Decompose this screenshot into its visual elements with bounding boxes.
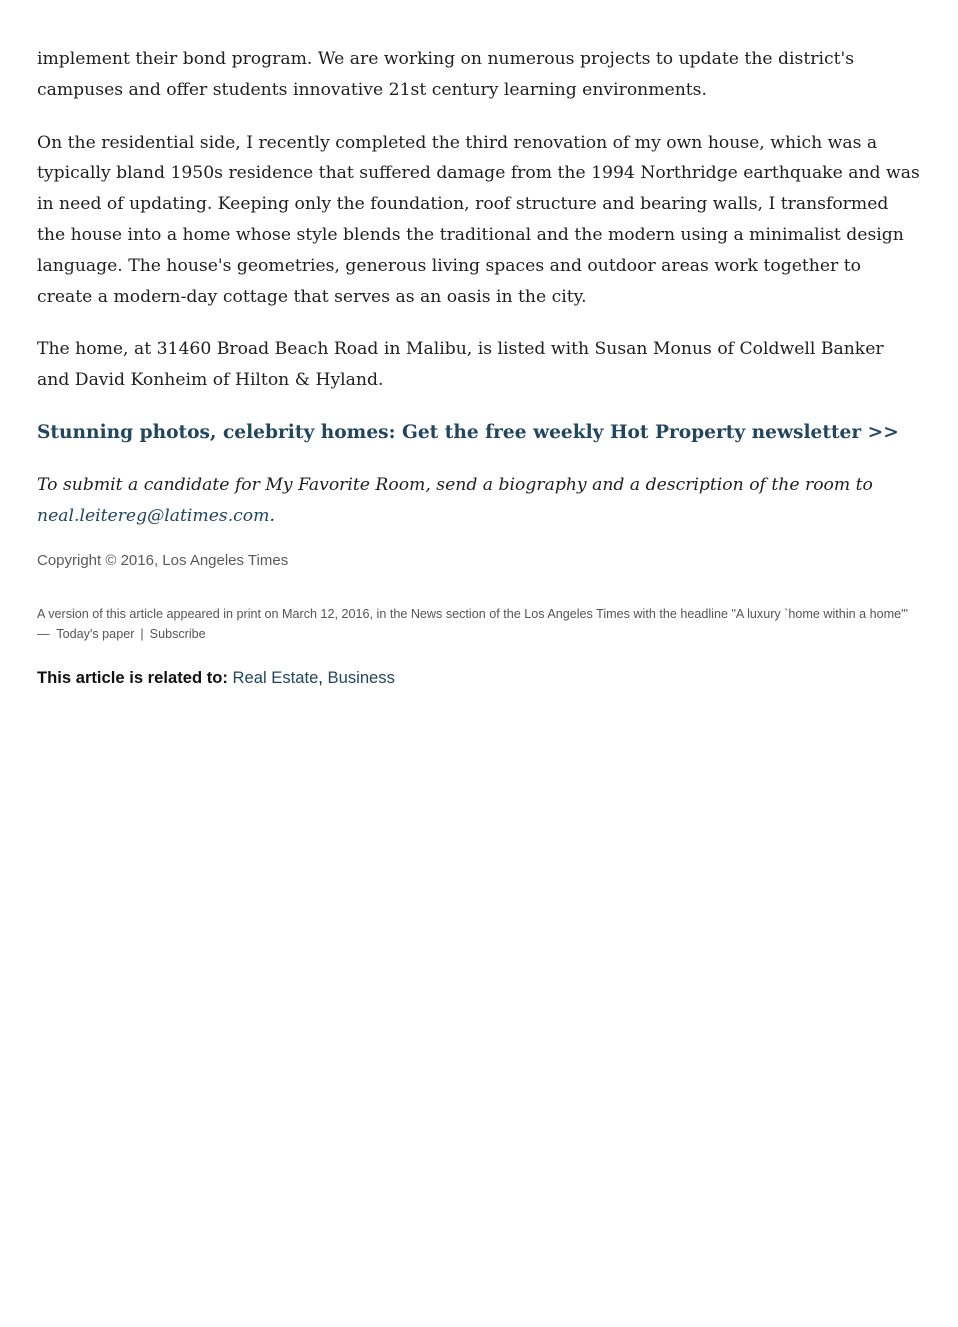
- submission-text: To submit a candidate for My Favorite Room, send a biography and a description of the room to: [37, 474, 873, 495]
- article-paragraph: implement their bond program. We are working on numerous projects to update the district's campuses and offer students innovative 21st century learning environments.: [37, 49, 855, 100]
- article-paragraph: On the residential side, I recently completed the third renovation of my own house, which was a typically bland 1950s residence that suffered damage from the 1994 Northridge earthquake and was in need of updating. Keeping only the foundation, roof structure and bearing walls, I transformed the house into a home whose style blends the traditional and the modern using a minimalist design language. The house's geometries, generous living spaces and outdoor areas work together to create a modern-day cottage that serves as an oasis in the city.: [37, 132, 920, 307]
- article-page: [37, 44, 921, 690]
- article-paragraph: The home, at 31460 Broad Beach Road in Malibu, is listed with Susan Monus of Coldwell Banker and David Konheim of Hilton & Hyland.: [37, 339, 884, 391]
- todays-paper-link[interactable]: Today's paper: [56, 626, 135, 641]
- submission-email-link[interactable]: neal.leitereg@latimes.com: [37, 505, 270, 526]
- print-note-text: A version of this article appeared in print on March 12, 2016, in the News section of the Los Angeles Times with the headline "A luxury `home within a home'" —: [37, 606, 908, 641]
- copyright-notice: Copyright © 2016, Los Angeles Times: [37, 551, 289, 569]
- submission-end: .: [269, 505, 275, 526]
- subscribe-link[interactable]: Subscribe: [149, 626, 206, 641]
- link-separator: |: [140, 626, 144, 641]
- newsletter-promo-link[interactable]: Stunning photos, celebrity homes: Get the free weekly Hot Property newsletter >>: [37, 421, 899, 443]
- submission-note: [37, 470, 921, 532]
- related-topics: [37, 666, 921, 690]
- related-link-real-estate[interactable]: Real Estate: [232, 667, 319, 687]
- related-comma: ,: [318, 667, 323, 687]
- related-link-business[interactable]: Business: [327, 667, 395, 687]
- print-edition-note: [37, 604, 921, 644]
- related-label: This article is related to:: [37, 667, 228, 687]
